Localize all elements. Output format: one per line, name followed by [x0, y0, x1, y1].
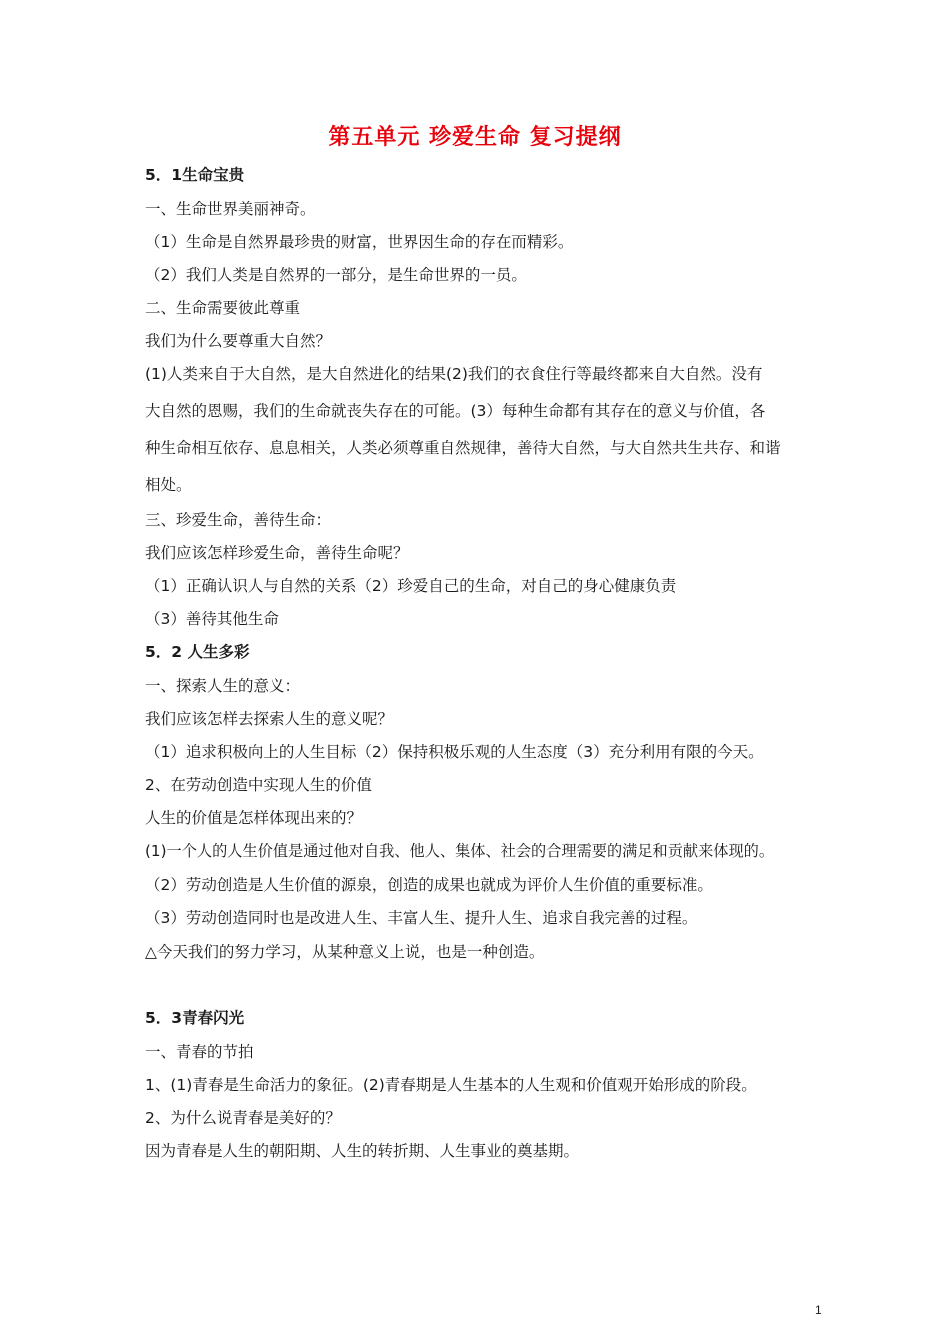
- text-line: △今天我们的努力学习，从某种意义上说，也是一种创造。: [145, 943, 545, 961]
- text-line: （2）劳动创造是人生价值的源泉，创造的成果也就成为评价人生价值的重要标准。: [145, 876, 713, 894]
- text-line: （1）生命是自然界最珍贵的财富，世界因生命的存在而精彩。: [145, 233, 574, 251]
- text-line: （3）善待其他生命: [145, 610, 279, 628]
- document-title: 第五单元 珍爱生命 复习提纲: [328, 125, 622, 150]
- text-line: 一、探索人生的意义：: [145, 677, 301, 695]
- text-line: （1）正确认识人与自然的关系（2）珍爱自己的生命，对自己的身心健康负责: [145, 577, 677, 595]
- section-heading: 5．2 人生多彩: [145, 643, 250, 661]
- text-line: 相处。: [145, 476, 192, 494]
- text-line: 种生命相互依存、息息相关，人类必须尊重自然规律，善待大自然，与大自然共生共存、和谐: [145, 439, 781, 457]
- text-line: 我们为什么要尊重大自然？: [145, 332, 332, 350]
- text-line: 我们应该怎样珍爱生命，善待生命呢？: [145, 544, 409, 562]
- text-line: (1)一个人的人生价值是通过他对自我、他人、集体、社会的合理需要的满足和贡献来体现的。: [145, 842, 775, 860]
- section-heading: 5．3青春闪光: [145, 1009, 245, 1027]
- text-line: 一、青春的节拍: [145, 1043, 254, 1061]
- text-line: (1)人类来自于大自然，是大自然进化的结果(2)我们的衣食住行等最终都来自大自然。没有: [145, 365, 763, 383]
- section-heading: 5．1生命宝贵: [145, 166, 245, 184]
- text-line: 人生的价值是怎样体现出来的？: [145, 809, 363, 827]
- text-line: （1）追求积极向上的人生目标（2）保持积极乐观的人生态度（3）充分利用有限的今天。: [145, 743, 764, 761]
- text-line: 二、生命需要彼此尊重: [145, 299, 301, 317]
- text-line: 大自然的恩赐，我们的生命就丧失存在的可能。(3）每种生命都有其存在的意义与价值，各: [145, 402, 766, 420]
- text-line: 因为青春是人生的朝阳期、人生的转折期、人生事业的奠基期。: [145, 1142, 580, 1160]
- text-line: （3）劳动创造同时也是改进人生、丰富人生、提升人生、追求自我完善的过程。: [145, 909, 698, 927]
- text-line: 2、在劳动创造中实现人生的价值: [145, 776, 372, 794]
- text-line: （2）我们人类是自然界的一部分，是生命世界的一员。: [145, 266, 527, 284]
- text-line: 我们应该怎样去探索人生的意义呢？: [145, 710, 394, 728]
- page-number: 1: [815, 1303, 822, 1317]
- text-line: 三、珍爱生命，善待生命：: [145, 511, 332, 529]
- text-line: 1、(1)青春是生命活力的象征。(2)青春期是人生基本的人生观和价值观开始形成的阶段。: [145, 1076, 757, 1094]
- text-line: 2、为什么说青春是美好的？: [145, 1109, 341, 1127]
- text-line: 一、生命世界美丽神奇。: [145, 200, 316, 218]
